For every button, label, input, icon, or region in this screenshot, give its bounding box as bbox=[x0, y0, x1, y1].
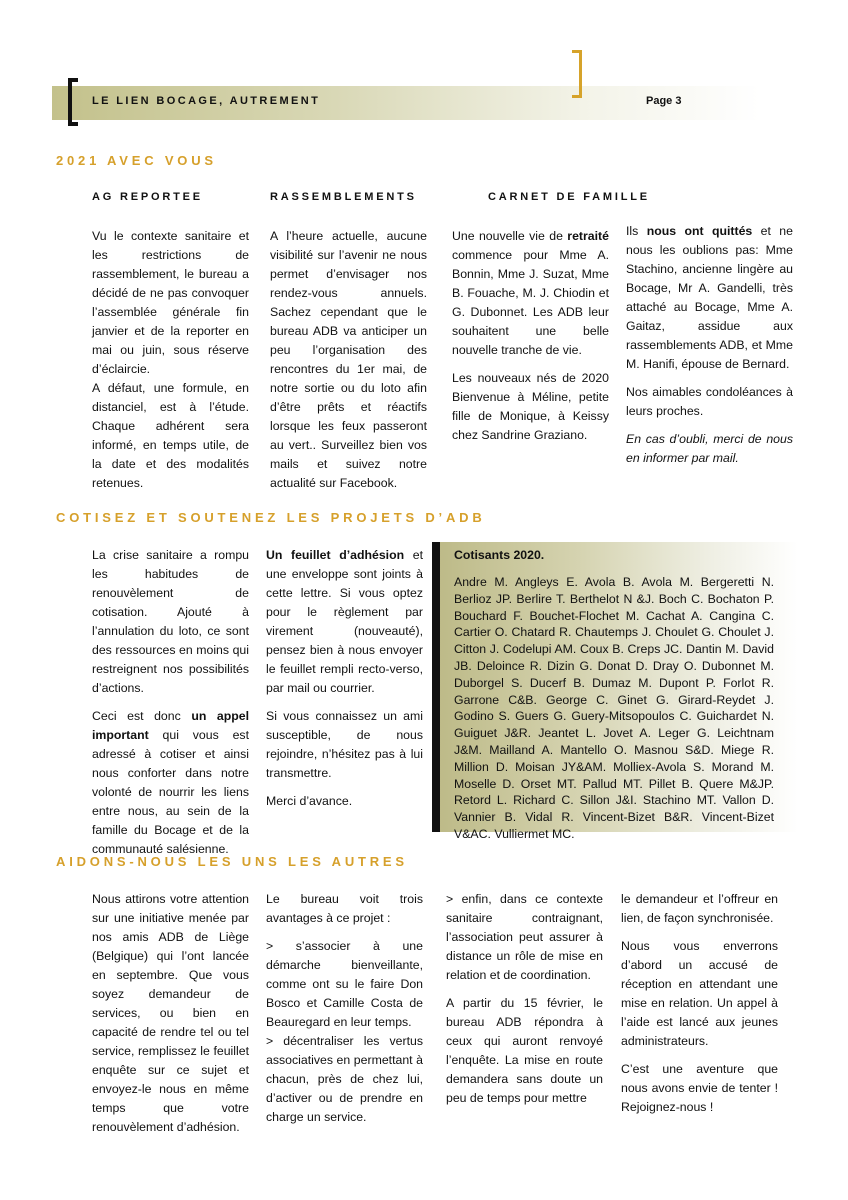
paragraph: A l’heure actuelle, aucune visibilité sur l’avenir ne nous permet d’envisager nos rendez-vous annuels. Sachez cependant que le bureau ADB va anticiper un peu l’organisation des rencontres du 1er mai, de notre sortie ou du loto afin d’être prêts et réactifs lorsque les feux passeront au vert.. Surveillez bien vos mails et suivez notre actualité sur Facebook. bbox=[270, 229, 427, 490]
heading-rassemblements: RASSEMBLEMENTS bbox=[270, 191, 417, 203]
heading-carnet-de-famille: CARNET DE FAMILLE bbox=[488, 191, 650, 203]
right-bracket-ornament bbox=[572, 50, 582, 98]
column-carnet-right bbox=[626, 222, 793, 477]
paragraph: > s’associer à une démarche bienveillante, comme ont su le faire Don Bosco et Camille Costa de Beauregard en leur temps. bbox=[266, 939, 423, 1029]
column-aidons-2 bbox=[266, 890, 423, 1136]
column-cotisez-1 bbox=[92, 546, 249, 868]
paragraph: C’est une aventure que nous avons envie de tenter ! Rejoignez-nous ! bbox=[621, 1062, 778, 1114]
paragraph: Si vous connaissez un ami susceptible, de nous rejoindre, n’hésitez pas à lui transmettre. bbox=[266, 709, 423, 780]
paragraph: A défaut, une formule, en distanciel, est à l’étude. Chaque adhérent sera informé, en temps utile, de la date et des modalités retenues. bbox=[92, 381, 249, 490]
paragraph: A partir du 15 février, le bureau ADB répondra à ceux qui auront renvoyé l’enquête. La mise en route demandera sans doute un peu de temps pour mettre bbox=[446, 996, 603, 1105]
column-aidons-4 bbox=[621, 890, 778, 1126]
condoleances-paragraph: Nos aimables condoléances à leurs proches. bbox=[626, 385, 793, 418]
column-rassemblements bbox=[270, 227, 427, 502]
paragraph: Nous attirons votre attention sur une initiative menée par nos amis ADB de Liège (Belgique) qui l’ont lancée en septembre. Que vous soyez demandeur de services, ou bien en capacité de rendre tel ou tel service, remplissez le feuillet enquête sur ce sujet et envoyez-le nous en même temps que votre renouvèlement d’adhésion. bbox=[92, 892, 249, 1134]
column-aidons-3 bbox=[446, 890, 603, 1117]
cotisants-bar bbox=[432, 542, 440, 832]
column-aidons-1 bbox=[92, 890, 249, 1146]
paragraph: Le bureau voit trois avantages à ce projet : bbox=[266, 892, 423, 925]
feuillet-paragraph: Un feuillet d’adhésion et une enveloppe sont joints à cette lettre. Si vous optez pour le règlement par virement (nouveauté), pensez bien à nous envoyer le feuillet rempli recto-verso, par mail ou courrier. bbox=[266, 548, 423, 695]
paragraph: La crise sanitaire a rompu les habitudes de renouvèlement de cotisation. Ajouté à l’annulation du loto, ce sont des ressources en moins qui restreignent nos possibilités d’actions. bbox=[92, 548, 249, 695]
naissances-paragraph: Les nouveaux nés de 2020 Bienvenue à Méline, petite fille de Monique, à Keissy chez Sandrine Graziano. bbox=[452, 371, 609, 442]
column-cotisez-2 bbox=[266, 546, 423, 820]
left-bracket-ornament bbox=[68, 78, 78, 126]
cotisants-title: Cotisants 2020. bbox=[454, 548, 545, 562]
page-number: Page 3 bbox=[646, 95, 682, 107]
paragraph: > décentraliser les vertus associatives en permettant à chacun, près de chez lui, d’activer ou de prendre en charge un service. bbox=[266, 1034, 423, 1124]
section-title-2021: 2021 AVEC VOUS bbox=[56, 153, 217, 168]
section-title-cotisez: COTISEZ ET SOUTENEZ LES PROJETS D’ADB bbox=[56, 510, 486, 525]
paragraph: Nous vous enverrons d’abord un accusé de réception en attendant une mise en relation. Un appel à l’aide est lancé aux jeunes administrateurs. bbox=[621, 939, 778, 1048]
newsletter-title: LE LIEN BOCAGE, AUTREMENT bbox=[92, 95, 321, 107]
section-title-aidons-nous: AIDONS-NOUS LES UNS LES AUTRES bbox=[56, 854, 408, 869]
column-carnet-left bbox=[452, 227, 609, 454]
deces-paragraph: Ils nous ont quittés et ne nous les oublions pas: Mme Stachino, ancienne lingère au Bocage, Mr A. Gandelli, très attaché au Bocage, Mme A. Gaitaz, assidue aux rassemblements ADB, et Mme M. Hanifi, épouse de Bernard. bbox=[626, 224, 793, 371]
paragraph: Vu le contexte sanitaire et les restrictions de rassemblement, le bureau a décidé de ne pas convoquer l’assemblée générale fin janvier et de la reporter en mai ou juin, sous réserve d’éclaircie. bbox=[92, 229, 249, 376]
appel-paragraph: Ceci est donc un appel important qui vous est adressé à cotiser et ainsi nous conforter dans notre volonté de nourrir les liens entre nous, au sein de la famille du Bocage et de la communauté salésienne. bbox=[92, 709, 249, 856]
paragraph: le demandeur et l’offreur en lien, de façon synchronisée. bbox=[621, 892, 778, 925]
column-ag-reportee bbox=[92, 227, 249, 502]
cotisants-list: Andre M. Angleys E. Avola B. Avola M. Bergeretti N. Berlioz JP. Berlire T. Berthelot N &J. Boch C. Bochaton P. Bouchard F. Bouchet-Flochet M. Cachat A. Cangina C. Cartier O. Chatard R. Chautemps J. Choulet G. Choulet J. Citton J. Codelupi AM. Coux B. Creps JC. Dantin M. David JB. Deloince R. Dizin G. Donat D. Dray O. Dubonnet M. Duborgel S. Ducerf B. Dumaz M. Dupont P. Forlot R. Garrone C&B. George C. Ginet G. Girard-Reydet J. Godino S. Guers G. Guery-Mitsopoulos C. Guichardet N. Guiguet J&R. Jeantet L. Jovet A. Leger G. Leichtnam J&M. Mailland A. Mantello O. Masnou S&D. Miege R. Million D. Moisan JY&AM. Molliex-Avola S. Morand M. Moselle D. Orset MT. Pallud MT. Pillet B. Quere M&JP. Retord L. Richard C. Sillon J&I. Stachino MT. Vallon D. Vannier B. Vidal R. Vincent-Bizet B&R. Vincent-Bizet V&AC. Vulliermet MC. bbox=[454, 575, 774, 841]
paragraph: > enfin, dans ce contexte sanitaire contraignant, l’association peut assurer à distance un rôle de mise en relation et de coordination. bbox=[446, 892, 603, 982]
retraite-paragraph: Une nouvelle vie de retraité commence pour Mme A. Bonnin, Mme J. Suzat, Mme B. Fouache, M. J. Chiodin et G. Dubonnet. Les ADB leur souhaitent une belle nouvelle tranche de vie. bbox=[452, 229, 609, 357]
paragraph: Merci d’avance. bbox=[266, 794, 353, 808]
oubli-paragraph: En cas d’oubli, merci de nous en informer par mail. bbox=[626, 432, 793, 465]
heading-ag-reportee: AG REPORTEE bbox=[92, 191, 203, 203]
